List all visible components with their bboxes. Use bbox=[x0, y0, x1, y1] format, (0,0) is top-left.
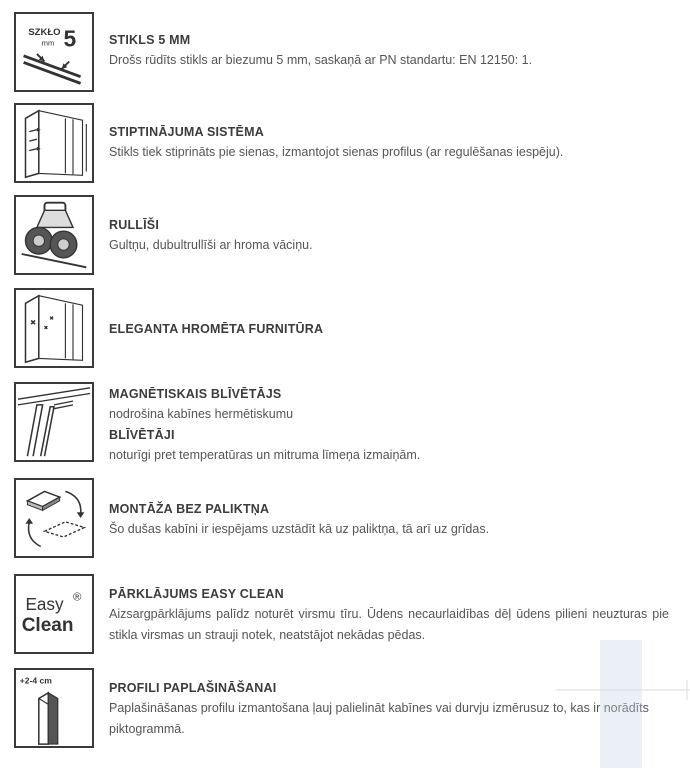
feature-title: RULLĪŠI bbox=[109, 218, 160, 232]
feature-desc: nodrošina kabīnes hermētiskumu bbox=[109, 407, 294, 421]
feature-title-secondary: BLĪVĒTĀJI bbox=[109, 428, 175, 442]
feature-desc: Gultņu, dubultrullīši ar hroma vāciņu. bbox=[109, 238, 313, 252]
icon-label-registered: ® bbox=[73, 591, 82, 604]
glass-thickness-icon bbox=[14, 12, 94, 92]
feature-title: PROFILI PAPLAŠINĀŠANAI bbox=[109, 681, 277, 695]
chrome-fittings-icon bbox=[14, 288, 94, 368]
feature-desc: Aizsargpārklājums palīdz noturēt virsmu tīru. Ūdens necaurlaidības dēļ ūdens pilieni neuzturas pie stikla virsmas un strauji notek, neatstājot nekādas pēdas. bbox=[109, 607, 669, 642]
feature-title: ELEGANTA HROMĒTA FURNITŪRA bbox=[109, 322, 324, 336]
feature-title: MONTĀŽA BEZ PALIKTŅA bbox=[109, 502, 270, 516]
wall-mount-icon bbox=[14, 103, 94, 183]
feature-title: STIKLS 5 MM bbox=[109, 33, 191, 47]
feature-title: MAGNĒTISKAIS BLĪVĒTĀJS bbox=[109, 387, 282, 401]
icon-label-5: 5 bbox=[63, 25, 77, 52]
icon-label-extension: +2-4 cm bbox=[19, 675, 52, 686]
feature-desc: Šo dušas kabīni ir iespējams uzstādīt kā uz paliktņa, tā arī uz grīdas. bbox=[109, 522, 490, 536]
watermark bbox=[555, 640, 690, 768]
feature-title: PĀRKLĀJUMS EASY CLEAN bbox=[109, 587, 284, 601]
easy-clean-icon bbox=[14, 574, 94, 654]
no-tray-install-icon bbox=[14, 478, 94, 558]
rollers-icon bbox=[14, 195, 94, 275]
magnetic-seal-icon bbox=[14, 382, 94, 462]
extension-profile-icon bbox=[14, 668, 94, 748]
icon-label-mm: mm bbox=[41, 38, 55, 48]
feature-desc: Paplašināšanas profilu izmantošana ļauj palielināt kabīnes vai durvju izmērusuz to, kas ir norādīts piktogrammā. bbox=[109, 701, 649, 736]
icon-label-szklo: SZKŁO bbox=[28, 26, 61, 38]
feature-desc-secondary: noturīgi pret temperatūras un mitruma līmeņa izmaiņām. bbox=[109, 448, 421, 462]
feature-desc: Drošs rūdīts stikls ar biezumu 5 mm, saskaņā ar PN standartu: EN 12150: 1. bbox=[109, 53, 533, 67]
icon-label-clean: Clean bbox=[21, 615, 74, 637]
icon-label-easy: Easy bbox=[25, 595, 64, 615]
feature-desc: Stikls tiek stiprināts pie sienas, izmantojot sienas profilus (ar regulēšanas iespēju). bbox=[109, 145, 564, 159]
feature-title: STIPTINĀJUMA SISTĒMA bbox=[109, 125, 264, 139]
